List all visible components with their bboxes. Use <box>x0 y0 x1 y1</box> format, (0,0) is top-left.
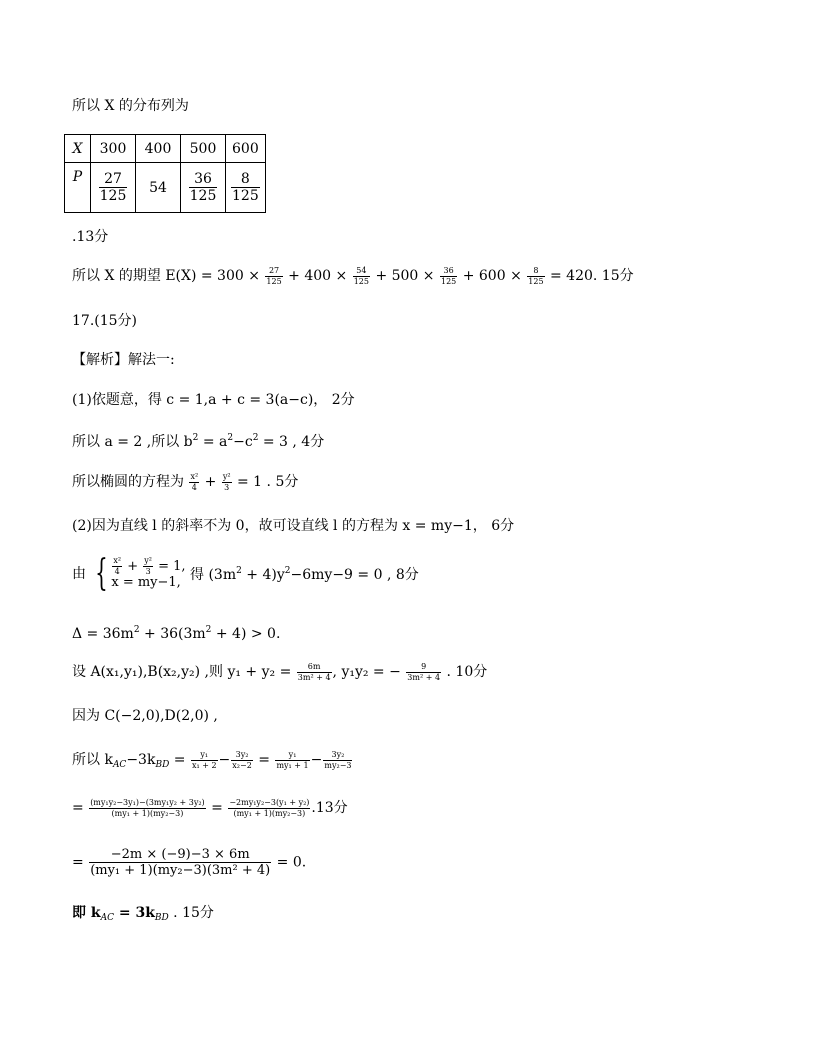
table-row <box>65 163 266 213</box>
distribution-intro: 所以 X 的分布列为 <box>72 98 189 114</box>
table-cell: 600 <box>226 135 266 163</box>
vieta-formulas: 设 A(x₁,y₁),B(x₂,y₂) ,则 y₁ + y₂ = $\frac{6m}{\text{3m² + 4}}$ , y₁y₂ = − $\frac{9}{\text{3m² + 4}}$ . 10分 <box>72 661 488 682</box>
slope-expression: 所以 $k_{AC}-3k_{BD}$ = $\frac{\text{y₁}}{\text{x₁ + 2}}$ − $\frac{\text{3y₂}}{\text{x₂−2}}$ = $\frac{\text{y₁}}{\text{my₁ + 1}}$ − $\frac{\text{3y₂}}{\text{my₂−3}}$ <box>72 749 352 770</box>
slope-expression-final: = $\frac{-2m \times (-9)-3 \times 6m}{\text{(my₁ + 1)(my₂−3)(3m² + 4)}}$ = 0. <box>72 847 307 878</box>
distribution-table <box>64 134 266 213</box>
discriminant: $\Delta = 36m^2 + 36(3m^2 + 4) > 0$. <box>72 625 281 642</box>
table-cell <box>226 163 266 213</box>
score-note: .13分 <box>72 229 109 245</box>
table-cell: 500 <box>181 135 226 163</box>
ellipse-equation: 所以椭圆的方程为 $\frac{\text{x²}}{4}$ + $\frac{\text{y²}}{3}$ = 1 . 5分 <box>72 471 299 492</box>
equation-system: 由 { $\frac{\text{x²}}{4}$ + $\frac{\text{y²}}{3}$ = 1, x = my−1, 得 $(3m^2 + 4)y^2-6my-9 = 0$ , 8分 <box>72 553 419 594</box>
fraction: $\frac{36}{125}$ <box>189 171 217 204</box>
fraction: $\frac{8}{125}$ <box>232 171 259 204</box>
table-cell: P <box>65 163 91 213</box>
table-header-row <box>65 135 266 163</box>
analysis-heading: 【解析】解法一: <box>72 352 175 368</box>
solution-step: 所以 a = 2 ,所以 $b^2 = a^2-c^2 = 3$ , 4分 <box>72 433 325 450</box>
table-cell: X <box>65 135 91 163</box>
fraction: $\frac{27}{125}$ <box>99 171 127 204</box>
slope-expression-cont: = $\frac{\text{(my₁y₂−3y₁)−(3my₁y₂ + 3y₂)}}{\text{(my₁ + 1)(my₂−3)}}$ = $\frac{\text{−2my₁y₂−3(y₁ + y₂)}}{\text{(my₁ + 1)(my₂−3)}}$ .13分 <box>72 797 348 818</box>
expectation-line: 所以 X 的期望 E(X) = 300 × $\frac{27}{125}$ + 400 × $\frac{54}{125}$ + 500 × $\frac{36}{125}$ + 600 × $\frac{8}{125}$ = 420. 15分 <box>72 265 634 286</box>
table-cell <box>91 163 136 213</box>
table-cell: 400 <box>136 135 181 163</box>
solution-step: 因为 C(−2,0),D(2,0) , <box>72 708 218 724</box>
question-heading: 17.(15分) <box>72 313 138 329</box>
solution-step: (2)因为直线 l 的斜率不为 0，故可设直线 l 的方程为 x = my−1， 6分 <box>72 518 515 534</box>
table-cell: 300 <box>91 135 136 163</box>
table-cell: 54 <box>136 163 181 213</box>
conclusion: 即 $k_{AC} = 3k_{BD}$ . 15分 <box>72 905 214 923</box>
table-cell <box>181 163 226 213</box>
solution-step: (1)依题意，得 c = 1,a + c = 3(a−c)， 2分 <box>72 392 355 408</box>
